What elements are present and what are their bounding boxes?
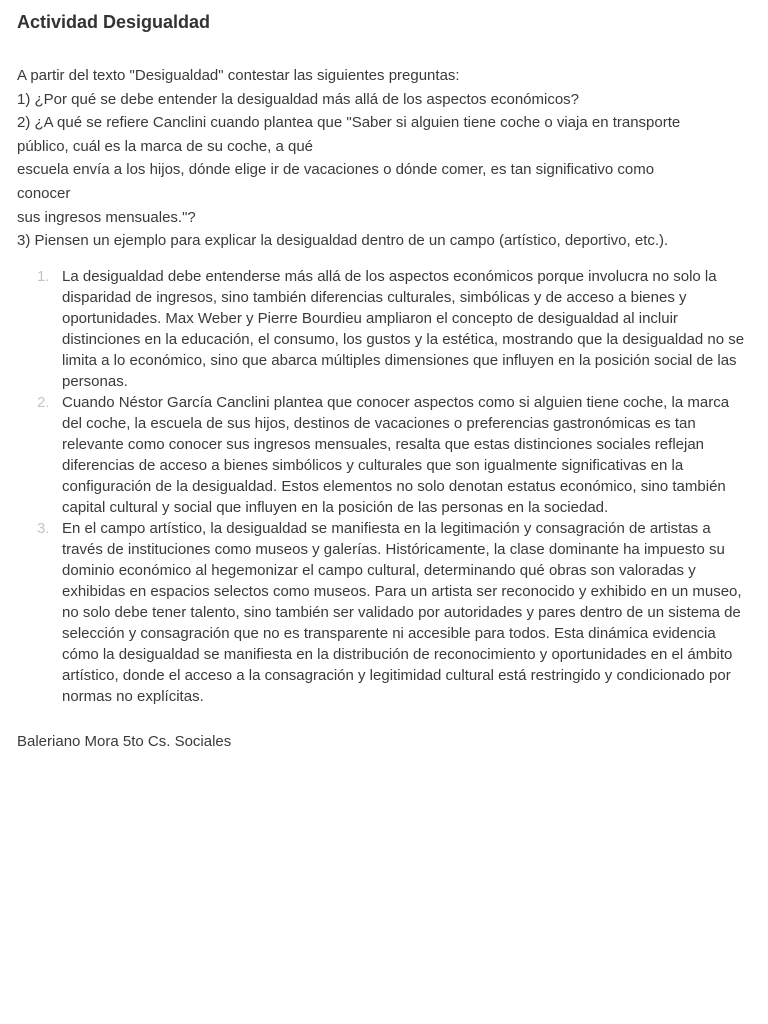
instructions-line: A partir del texto "Desigualdad" contestar las siguientes preguntas: <box>17 67 460 84</box>
instructions-block <box>17 64 751 253</box>
question-1: 1) ¿Por qué se debe entender la desigualdad más allá de los aspectos económicos? <box>17 90 580 108</box>
question-2-continued: sus ingresos mensuales."? <box>17 208 196 226</box>
question-2-continued: escuela envía a los hijos, dónde elige ir de vacaciones o dónde comer, es tan significativo como <box>17 161 655 179</box>
question-3: 3) Piensen un ejemplo para explicar la desigualdad dentro de un campo (artístico, deportivo, etc.). <box>17 232 669 250</box>
list-item <box>17 266 751 392</box>
list-item <box>17 518 751 707</box>
question-2-continued: público, cuál es la marca de su coche, a qué <box>17 137 314 155</box>
answer-text: La desigualdad debe entenderse más allá de los aspectos económicos porque involucra no solo la disparidad de ingresos, sino también diferencias culturales, simbólicas y de acceso a bienes y oportunidades. Max Weber y Pierre Bourdieu ampliaron el concepto de desigualdad al incluir distinciones en la educación, el consumo, los gustos y la estética, mostrando que la desigualdad no se limita a lo económico, sino que abarca múltiples dimensiones que influyen en la posición social de las personas. <box>62 267 745 390</box>
page-title: Actividad Desigualdad <box>17 12 211 32</box>
question-2-continued: conocer <box>17 184 71 202</box>
list-item-number: 2. <box>37 393 50 411</box>
author-signature: Baleriano Mora 5to Cs. Sociales <box>17 732 232 750</box>
list-item-number: 1. <box>37 267 50 285</box>
list-item-number: 3. <box>37 519 50 537</box>
answer-text: Cuando Néstor García Canclini plantea que conocer aspectos como si alguien tiene coche, la marca del coche, la escuela de sus hijos, destinos de vacaciones o preferencias gastronómicas es tan relevante como conocer sus ingresos mensuales, resalta que estas distinciones sociales reflejan diferencias de acceso a bienes simbólicos y culturales que son igualmente significativas en la configuración de la desigualdad. Estos elementos no solo denotan estatus económico, sino también capital cultural y social que influyen en la posición de las personas en la sociedad. <box>62 393 730 516</box>
answers-list <box>17 266 751 707</box>
list-item <box>17 392 751 518</box>
question-2: 2) ¿A qué se refiere Canclini cuando plantea que "Saber si alguien tiene coche o viaja en transporte <box>17 114 681 132</box>
answer-text: En el campo artístico, la desigualdad se manifiesta en la legitimación y consagración de artistas a través de instituciones como museos y galerías. Históricamente, la clase dominante ha impuesto su dominio económico al hegemonizar el campo cultural, determinando qué obras son valoradas y exhibidas en espacios selectos como museos. Para un artista ser reconocido y exhibido en un museo, no solo debe tener talento, sino también ser validado por autoridades y pares dentro de un sistema de selección y consagración que no es transparente ni accesible para todos. Esta dinámica evidencia cómo la desigualdad se manifiesta en la distribución de reconocimiento y oportunidades en el ámbito artístico, donde el acceso a la consagración y legitimidad cultural está restringido y condicionado por normas no explícitas. <box>62 519 742 705</box>
